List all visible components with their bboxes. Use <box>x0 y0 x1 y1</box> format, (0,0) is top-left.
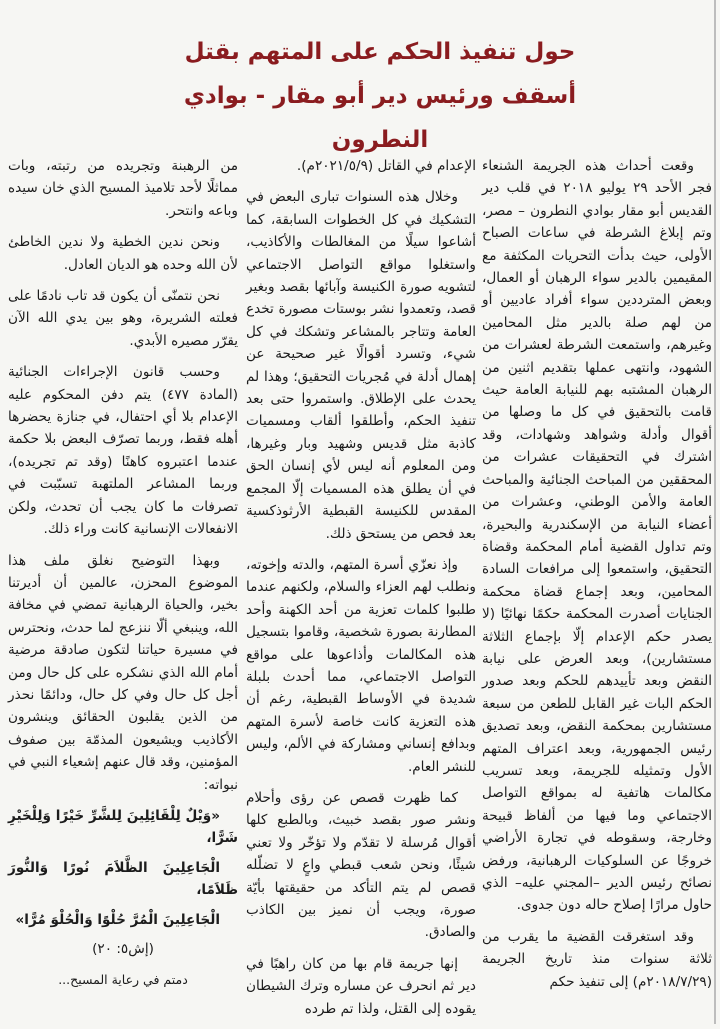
paragraph: كما ظهرت قصص عن رؤى وأحلام ونشر صور بقصد خبيث، وبالطبع كلها أقوال مُرسلة لا تقدّم ولا تؤخّر ولا تعني شيئًا، ونحن شعب قبطي واعٍ لا تضلّله قصص لم يتم التأكد من حقيقتها بأيّة صورة، ويجب أن نميز بين الكاذب والصادق. <box>246 789 476 941</box>
paragraph: الإعدام في القاتل (٢٠٢١/٥/٩م). <box>296 158 476 174</box>
quote-line: «وَيْلٌ لِلْقَائِلِينَ لِلشَّرِّ خَيْرًا وَلِلْخَيْرِ شَرًّا، <box>8 807 238 847</box>
paragraph: وبهذا التوضيح نغلق ملف هذا الموضوع المحزن، عالمين أن أديرتنا بخير، والحياة الرهبانية تمضي في مخافة الله، وينبغي ألّا ننزعج لما حدث، ونحترس في مسيرة حياتنا لتكون صادقة مرضية أمام الله الذي نشكره على كل حال ومن أجل كل حال وفي كل حال، ودائمًا نحذر من الذين يقلبون الحقائق وينشرون الأكاذيب ويشيعون المذمّة بين صفوف المؤمنين، وقد قال عنهم إشعياء النبي في نبواته: <box>8 552 238 793</box>
paragraph: وحسب قانون الإجراءات الجنائية (المادة ٤٧٧) يتم دفن المحكوم عليه الإعدام بلا أي احتفال، في جنازة يحضرها أهله فقط، وربما تصرّف البعض بلا حكمة عندما اعتبروه كاهنًا (وقد تم تجريده)، وربما المشاعر الملتهبة تسبّبت في تصرفات ما كان يجب أن تحدث، ولكن الانفعالات الإنسانية كانت وراء ذلك. <box>8 364 238 538</box>
paragraph: وقد استغرقت القضية ما يقرب من ثلاثة سنوات منذ تاريخ الجريمة (٢٠١٨/٧/٢٩م) إلى تنفيذ حكم <box>482 928 712 990</box>
paragraph: ونحن ندين الخطية ولا ندين الخاطئ لأن الله وحده هو الديان العادل. <box>8 234 238 273</box>
paragraph: وخلال هذه السنوات تبارى البعض في التشكيك في كل الخطوات السابقة، كما أشاعوا سيلًا من المغالطات والأكاذيب، واستغلوا مواقع التواصل الاجتماعي لتشويه صورة الكنيسة وآبائها بقصد وبغير قصد، وتعمدوا نشر بوستات مصورة تخدع العامة وتتاجر بالمشاعر وتشكك في كل شيء، وتسرد أقوالًا غير صحيحة عن إهمال أدلة في مُجريات التحقيق؛ وهذا لم يحدث على الإطلاق. واستمروا حتى بعد تنفيذ الحكم، وأطلقوا ألقاب ومسميات كاذبة مثل قديس وشهيد وبار وغيرها، ومن المعلوم أنه ليس لأي إنسان الحق في أن يطلق هذه المسميات إلّا المجمع المقدس للكنيسة القبطية الأرثوذكسية بعد فحص من يستحق ذلك. <box>246 189 476 542</box>
quote-line: الْجَاعِلِينَ الظَّلاَمَ نُورًا وَالنُّورَ ظَلاَمًا، <box>8 859 238 899</box>
title-line-2: أسقف ورئيس دير أبو مقار - بوادي النطرون <box>183 83 577 153</box>
scripture-quote <box>8 805 238 931</box>
column-right <box>482 155 712 1002</box>
paragraph: من الرهبنة وتجريده من رتبته، وبات مماثلًا لأحد تلاميذ المسيح الذي خان سيده وباعه وانتحر. <box>8 158 238 219</box>
article-title <box>150 30 610 162</box>
column-left <box>8 155 238 1001</box>
paragraph: وقعت أحداث هذه الجريمة الشنعاء فجر الأحد ٢٩ يوليو ٢٠١٨ في قلب دير القديس أبو مقار بوادي النطرون – مصر، وتم إبلاغ الشرطة في ساعات الصباح الأولى، حيث بدأت التحريات المكثفة مع المقيمين بالدير سواء الرهبان أو العمال، وبعض المترددين سواء أفراد عاديين أو من لهم صلة بالدير مثل المحامين وغيرهم، واستمعت الشرطة لعشرات من الشهود، وانتهى عملها بتقديم اثنين من الرهبان المشتبه بهم للنيابة العامة حيث قامت بالتحقيق في كل ما وصلها من أقوال وأدلة وشواهد وشهادات، وقد اشترك في التحقيقات عشرات من المحققين من المباحث الجنائية والمباحث العامة والأمن الوطني، وعشرات من أعضاء النيابة من الإسكندرية والبحيرة، وتم تداول القضية أمام المحكمة وقضاة التحقيق، واستمعوا إلى مرافعات السادة المحامين، وبعد إجماع قضاة محكمة الجنايات أصدرت المحكمة حكمًا نهائيًا (لا يصدر حكم الإعدام إلّا بإجماع الثلاثة مستشارين)، وبعد العرض على نيابة النقض وبعد تأييدهم للحكم وبعد صدور الحكم البات غير القابل للطعن من سبعة مستشارين بمحكمة النقض، وبعد تصديق رئيس الجمهورية، وبعد اعتراف المتهم الأول وتمثيله للجريمة، وبعد تسريب مكالمات هاتفية له بمواقع التواصل الاجتماعي وما فيها من ألفاظ قبيحة وخارجة، وسقوطه في تجارة الأراضي خروجًا عن السلوكيات الرهبانية، ورفض نصائح رئيس الدير –المجني عليه– الذي حاول مرارًا إصلاح حاله دون جدوى. <box>482 158 713 914</box>
title-line-1: حول تنفيذ الحكم على المتهم بقتل <box>184 39 576 65</box>
quote-line: الْجَاعِلِينَ الْمُرَّ حُلْوًا وَالْحُلْوَ مُرًّا» <box>15 911 220 928</box>
paragraph: وإذ نعزّي أسرة المتهم، والدته وإخوته، ونطلب لهم العزاء والسلام، ولكنهم عندما طلبوا كلمات تعزية من أحد الكهنة وأحد المطارنة بصورة شخصية، وقاموا بتسجيل هذه المكالمات وأذاعوها على مواقع التواصل الاجتماعي، مما أحدث بلبلة شديدة في الأوساط القبطية، رغم أن هذه التعزية كانت خاصة لأسرة المتهم وبدافع إنساني ومشاركة في الألم، وليس للنشر العام. <box>246 556 476 775</box>
closing-line: دمتم في رعاية المسيح... <box>58 972 188 988</box>
scripture-reference: (إش٥: ٢٠) <box>92 941 154 957</box>
paragraph: إنها جريمة قام بها من كان راهبًا في دير ثم انحرف عن مساره وترك الشيطان يقوده إلى القتل، ولذا تم طرده <box>246 955 476 1017</box>
column-middle <box>246 155 476 1029</box>
page-edge-divider <box>714 0 716 1024</box>
paragraph: نحن نتمنّى أن يكون قد تاب نادمًا على فعلته الشريرة، وهو بين يدي الله الآن يقرّر مصيره الأبدي. <box>8 288 238 349</box>
